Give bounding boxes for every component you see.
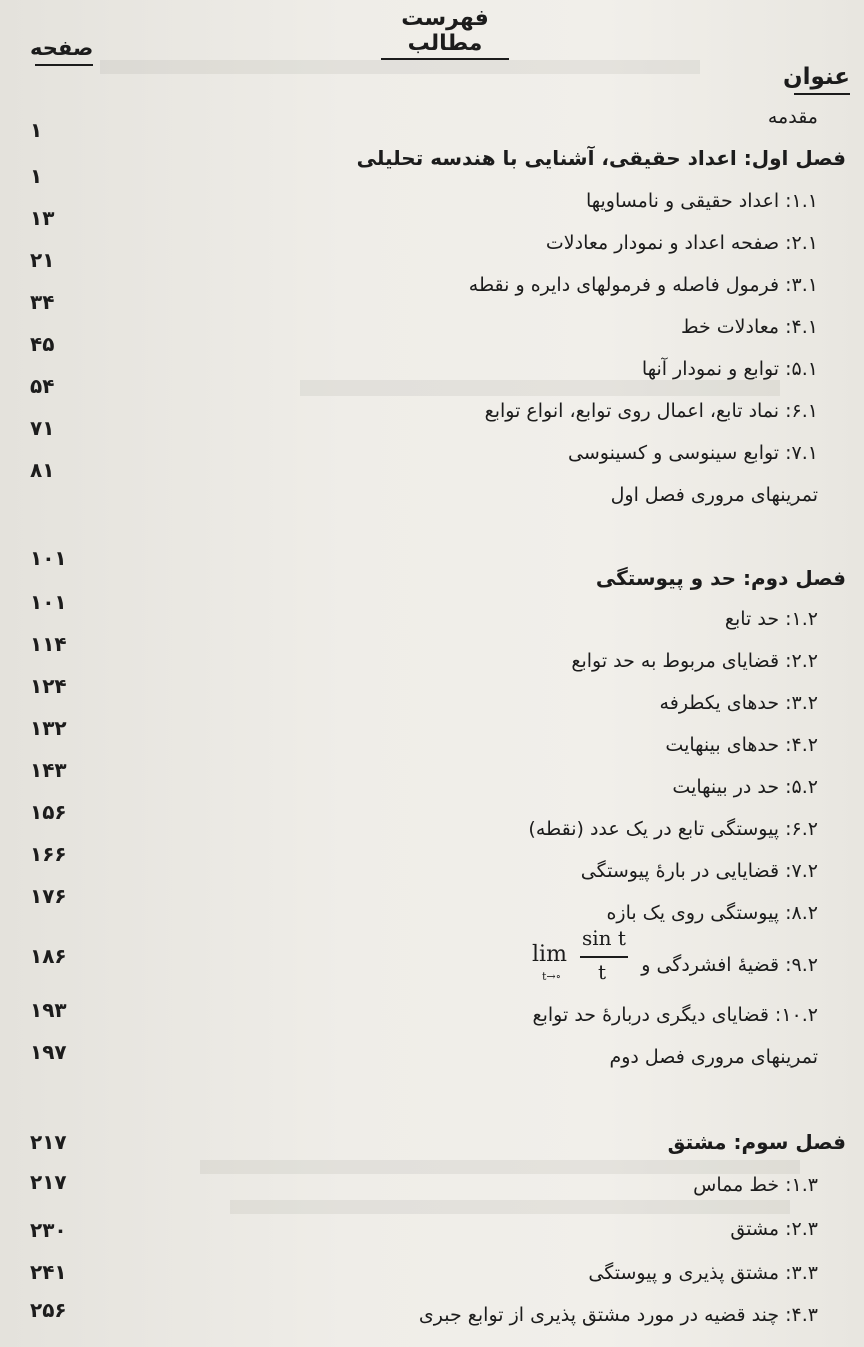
page-number: ۲۵۶	[30, 1298, 67, 1322]
title-column-heading: عنوان	[783, 64, 850, 95]
toc-entry-2-5: ۵.۲: حد در بینهایت	[672, 776, 818, 798]
toc-chapter-2: فصل دوم: حد و پیوستگی	[595, 566, 846, 590]
page-number: ۲۱	[30, 248, 55, 272]
toc-entry-1-5: ۵.۱: توابع و نمودار آنها	[641, 358, 818, 380]
page-number: ۲۴۱	[30, 1260, 67, 1284]
page-number: ۷۱	[30, 416, 55, 440]
page-number: ۲۱۷	[30, 1130, 67, 1154]
toc-entry-2-6: ۶.۲: پیوستگی تابع در یک عدد (نقطه)	[528, 818, 818, 840]
toc-entry-2-1: ۱.۲: حد تابع	[724, 608, 818, 630]
page-number: ۱۵۶	[30, 800, 67, 824]
toc-entry-3-4: ۴.۳: چند قضیه در مورد مشتق پذیری از توابع جبری	[418, 1304, 818, 1326]
page-number: ۱۴۳	[30, 758, 67, 782]
page-number: ۲۳۰	[30, 1218, 67, 1242]
page-number: ۱۲۴	[30, 674, 67, 698]
toc-entry-intro: مقدمه	[767, 106, 818, 128]
limit-formula: lim t→∘ sin t t	[530, 926, 630, 986]
page-column-heading: صفحه	[30, 36, 93, 66]
toc-chapter-1: فصل اول: اعداد حقیقی، آشنایی با هندسه تحلیلی	[356, 146, 846, 170]
toc-entry-3-3: ۳.۳: مشتق پذیری و پیوستگی	[588, 1262, 818, 1284]
toc-entry-1-6: ۶.۱: نماد تابع، اعمال روی توابع، انواع توابع	[484, 400, 818, 422]
toc-entry-1-2: ۲.۱: صفحه اعداد و نمودار معادلات	[545, 232, 818, 254]
toc-entry-2-9: ۹.۲: قضیهٔ افشردگی و	[641, 954, 818, 976]
toc-entry-2-8: ۸.۲: پیوستگی روی یک بازه	[606, 902, 818, 924]
toc-entry-2-2: ۲.۲: قضایای مربوط به حد توابع	[571, 650, 818, 672]
page-number: ۱۰۱	[30, 546, 67, 570]
toc-entry-1-3: ۳.۱: فرمول فاصله و فرمولهای دایره و نقطه	[468, 274, 818, 296]
toc-entry-review-2: تمرینهای مروری فصل دوم	[609, 1046, 818, 1068]
toc-entry-1-7: ۷.۱: توابع سینوسی و کسینوسی	[568, 442, 818, 464]
page-number: ۱	[30, 164, 43, 188]
page-number: ۳۴	[30, 290, 55, 314]
page-number: ۱۹۷	[30, 1040, 67, 1064]
toc-entry-3-1: ۱.۳: خط مماس	[693, 1174, 818, 1196]
page-number: ۱۸۶	[30, 944, 67, 968]
toc-entry-review-1: تمرینهای مروری فصل اول	[610, 484, 818, 506]
toc-entry-3-2: ۲.۳: مشتق	[730, 1218, 818, 1240]
toc-chapter-3: فصل سوم: مشتق	[667, 1130, 846, 1154]
page-number: ۱۶۶	[30, 842, 67, 866]
page-number: ۸۱	[30, 458, 55, 482]
toc-entry-2-10: ۱۰.۲: قضایای دیگری دربارهٔ حد توابع	[532, 1004, 818, 1026]
page-number: ۱۱۴	[30, 632, 67, 656]
toc-entry-2-4: ۴.۲: حدهای بینهایت	[665, 734, 818, 756]
page-number: ۱	[30, 118, 43, 142]
page-number: ۲۱۷	[30, 1170, 67, 1194]
page-number: ۱۷۶	[30, 884, 67, 908]
toc-entry-1-4: ۴.۱: معادلات خط	[680, 316, 818, 338]
toc-entry-2-7: ۷.۲: قضایایی در بارهٔ پیوستگی	[580, 860, 818, 882]
page-number: ۵۴	[30, 374, 55, 398]
toc-entry-2-3: ۳.۲: حدهای یکطرفه	[659, 692, 818, 714]
page-number: ۴۵	[30, 332, 55, 356]
page-number: ۱۳۲	[30, 716, 67, 740]
page-number: ۱۰۱	[30, 590, 67, 614]
page-number: ۱۳	[30, 206, 55, 230]
page-number: ۱۹۳	[30, 998, 67, 1022]
toc-title: فهرست مطالب	[375, 6, 515, 60]
toc-entry-1-1: ۱.۱: اعداد حقیقی و نامساویها	[585, 190, 818, 212]
